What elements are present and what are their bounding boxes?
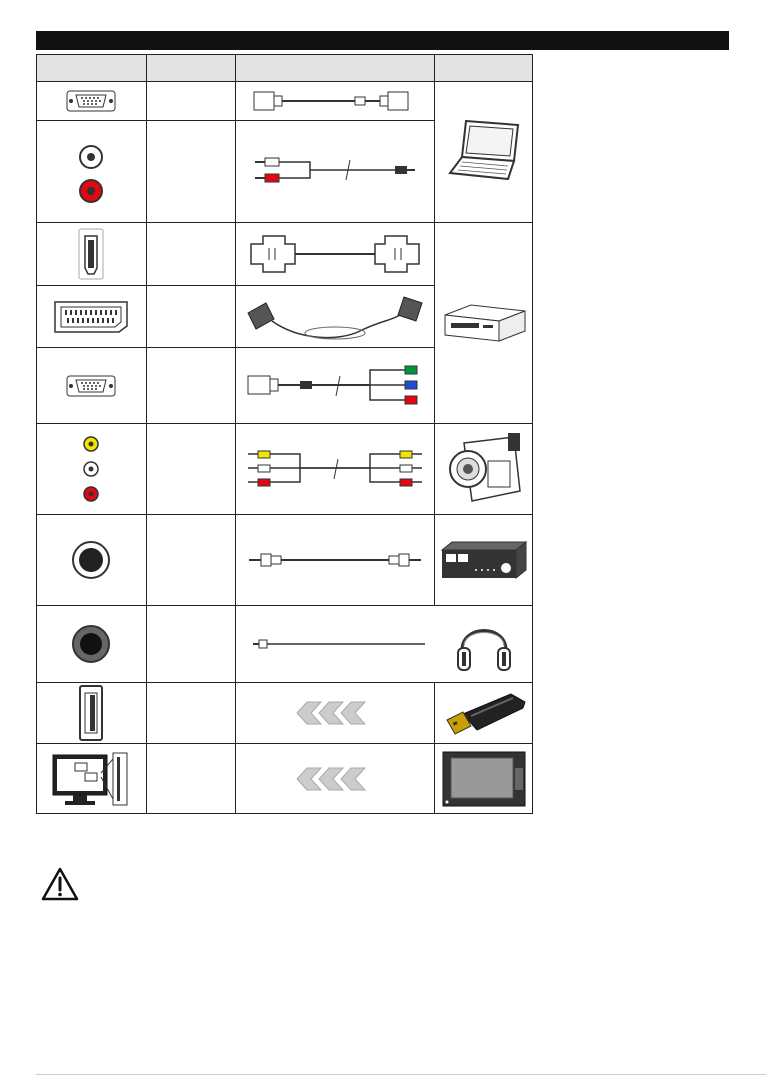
rca-to-minijack-cable-icon bbox=[235, 121, 434, 222]
ci-slot-icon bbox=[36, 744, 146, 814]
header-cell-1 bbox=[36, 54, 146, 81]
scart-cable-icon bbox=[235, 286, 434, 347]
vga-port-icon bbox=[36, 82, 146, 120]
av-cable-icon bbox=[235, 424, 434, 514]
hdmi-port-icon bbox=[36, 223, 146, 285]
usb-port-icon bbox=[36, 683, 146, 743]
header-cell-3 bbox=[235, 54, 434, 81]
audio-rca-port-icon bbox=[36, 121, 146, 222]
hdmi-cable-icon bbox=[235, 223, 434, 285]
coaxial-cable-icon bbox=[235, 515, 434, 605]
vga-port-icon bbox=[36, 348, 146, 423]
connection-table bbox=[36, 54, 533, 814]
section-header-bar bbox=[36, 31, 729, 50]
headphone-jack-icon bbox=[36, 606, 146, 682]
amplifier-icon bbox=[435, 515, 532, 605]
vga-to-component-cable-icon bbox=[235, 348, 434, 423]
insert-arrows-icon bbox=[235, 744, 434, 814]
dvd-player-icon bbox=[435, 223, 532, 423]
spdif-port-icon bbox=[36, 515, 146, 605]
ci-module-icon bbox=[435, 744, 532, 814]
scart-port-icon bbox=[36, 286, 146, 347]
headphone-cable-icon bbox=[235, 606, 435, 682]
headphones-icon bbox=[436, 606, 532, 682]
composite-av-port-icon bbox=[36, 424, 146, 514]
footer-line bbox=[36, 1074, 766, 1075]
header-cell-2 bbox=[146, 54, 235, 81]
camcorder-icon bbox=[435, 424, 532, 514]
header-cell-4 bbox=[434, 54, 533, 81]
warning-triangle-icon bbox=[40, 866, 80, 902]
laptop-icon bbox=[435, 82, 532, 222]
vga-cable-icon bbox=[235, 82, 434, 120]
insert-arrows-icon bbox=[235, 683, 434, 743]
usb-stick-icon bbox=[435, 683, 532, 743]
